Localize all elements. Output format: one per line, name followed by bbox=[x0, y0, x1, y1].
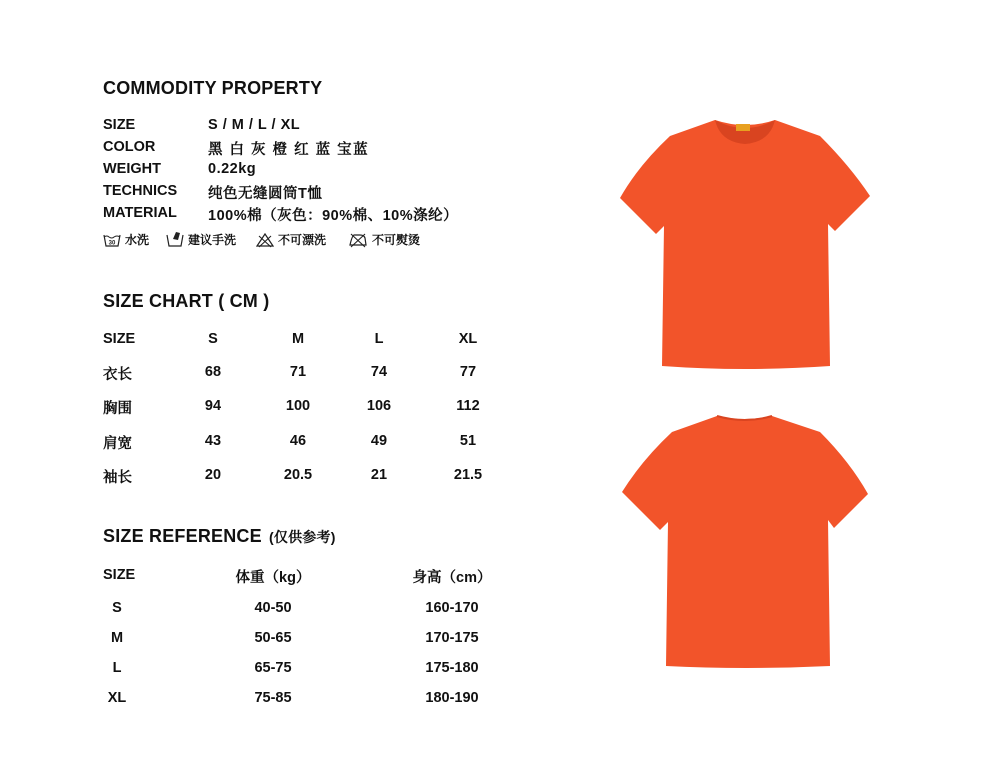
table-header-cell: 体重（kg） bbox=[235, 570, 311, 586]
table-row-label: 胸围 bbox=[103, 401, 132, 417]
table-cell: 71 bbox=[289, 364, 307, 380]
table-header-cell: SIZE bbox=[103, 331, 136, 347]
care-no-iron bbox=[348, 231, 420, 248]
care-wash bbox=[103, 231, 149, 248]
property-label: MATERIAL bbox=[103, 205, 177, 221]
tshirt-front-image bbox=[620, 116, 870, 372]
no-bleach-icon bbox=[256, 232, 274, 248]
table-header-cell: S bbox=[208, 331, 218, 347]
no-iron-icon bbox=[348, 232, 368, 248]
table-row-label: 衣长 bbox=[103, 367, 132, 383]
care-hand-wash bbox=[166, 230, 236, 248]
property-label: COLOR bbox=[103, 139, 156, 155]
table-header-cell: SIZE bbox=[103, 567, 136, 583]
table-row-label: L bbox=[112, 660, 122, 676]
property-value: 0.22kg bbox=[208, 161, 257, 177]
table-row-label: 袖长 bbox=[103, 470, 132, 486]
size-reference-note: (仅供参考) bbox=[269, 529, 336, 545]
table-cell: 51 bbox=[459, 433, 477, 449]
svg-text:30: 30 bbox=[108, 240, 116, 246]
table-cell: 74 bbox=[370, 364, 388, 380]
property-value: 100%棉（灰色：90%棉、10%涤纶） bbox=[208, 208, 459, 224]
table-header-cell: M bbox=[291, 331, 305, 347]
table-header-cell: L bbox=[374, 331, 384, 347]
care-label: 不可漂洗 bbox=[278, 233, 327, 247]
table-row-label: XL bbox=[107, 690, 127, 706]
table-row-label: 肩宽 bbox=[103, 436, 132, 452]
care-no-bleach bbox=[256, 231, 326, 248]
table-cell: 21.5 bbox=[453, 467, 483, 483]
care-label: 不可熨烫 bbox=[372, 233, 421, 247]
table-cell: 170-175 bbox=[425, 630, 479, 646]
property-label: SIZE bbox=[103, 117, 136, 133]
property-value: S / M / L / XL bbox=[208, 117, 301, 133]
size-chart-title: SIZE CHART ( CM ) bbox=[103, 291, 270, 311]
property-label: WEIGHT bbox=[103, 161, 161, 177]
table-cell: 77 bbox=[459, 364, 477, 380]
table-cell: 94 bbox=[204, 398, 222, 414]
table-cell: 46 bbox=[289, 433, 307, 449]
care-label: 水洗 bbox=[125, 233, 150, 247]
wash-tub-icon bbox=[103, 232, 121, 248]
table-cell: 50-65 bbox=[254, 630, 292, 646]
property-value: 纯色无缝圆筒T恤 bbox=[208, 186, 323, 202]
table-cell: 49 bbox=[370, 433, 388, 449]
property-value: 黑 白 灰 橙 红 蓝 宝蓝 bbox=[208, 142, 370, 158]
table-cell: 43 bbox=[204, 433, 222, 449]
table-row-label: S bbox=[112, 600, 122, 616]
table-cell: 40-50 bbox=[254, 600, 292, 616]
table-cell: 175-180 bbox=[425, 660, 479, 676]
hand-wash-icon bbox=[166, 230, 184, 248]
table-cell: 68 bbox=[204, 364, 222, 380]
table-cell: 180-190 bbox=[425, 690, 479, 706]
care-label: 建议手洗 bbox=[188, 232, 237, 247]
table-cell: 106 bbox=[366, 398, 392, 414]
table-cell: 100 bbox=[285, 398, 311, 414]
table-cell: 20.5 bbox=[283, 467, 313, 483]
table-cell: 75-85 bbox=[254, 690, 292, 706]
commodity-property-title: COMMODITY PROPERTY bbox=[103, 78, 323, 98]
table-cell: 20 bbox=[204, 467, 222, 483]
table-header-cell: XL bbox=[458, 331, 478, 347]
tshirt-back-image bbox=[622, 414, 868, 670]
table-cell: 112 bbox=[456, 398, 480, 414]
property-label: TECHNICS bbox=[103, 183, 178, 199]
size-reference-title-text: SIZE REFERENCE bbox=[103, 526, 262, 546]
size-reference-title bbox=[103, 526, 336, 547]
table-row-label: M bbox=[110, 630, 124, 646]
table-cell: 21 bbox=[370, 467, 388, 483]
table-cell: 65-75 bbox=[254, 660, 292, 676]
table-cell: 160-170 bbox=[425, 600, 479, 616]
table-header-cell: 身高（cm） bbox=[412, 570, 492, 586]
